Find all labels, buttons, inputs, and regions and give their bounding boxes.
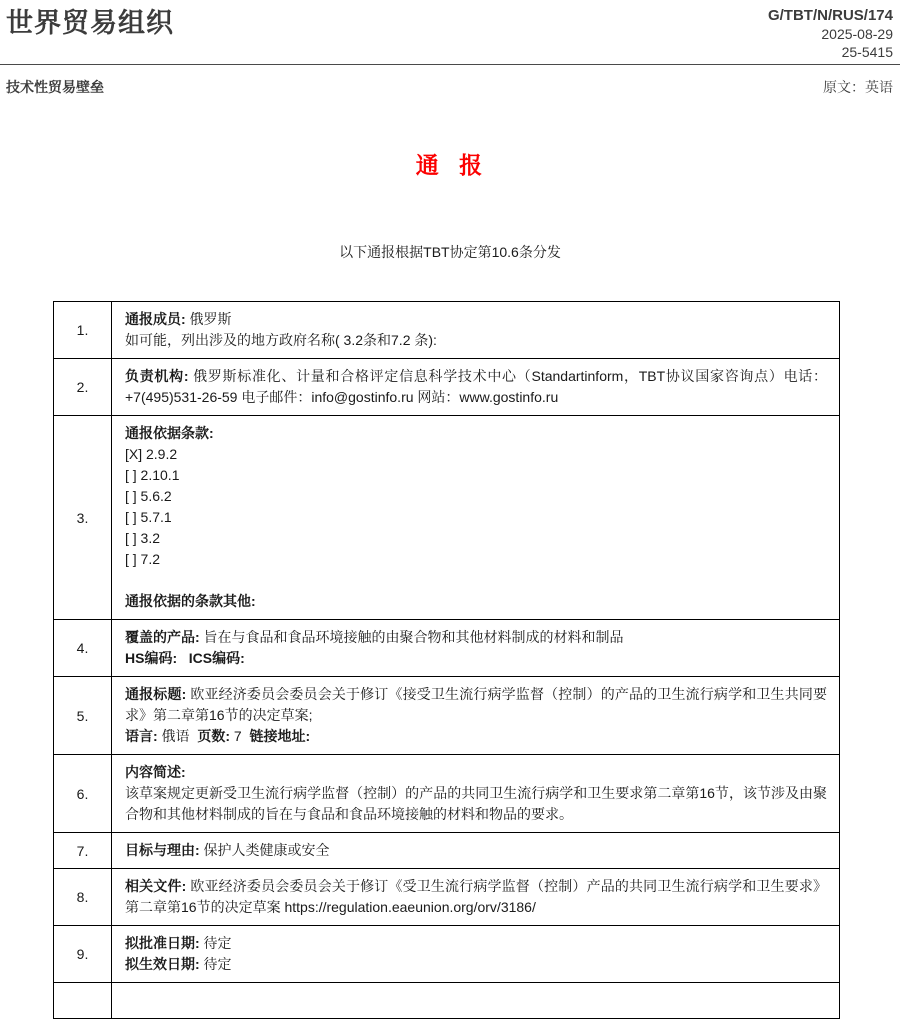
row-content (112, 359, 840, 416)
row-content (112, 416, 840, 620)
row-number: 2. (54, 359, 112, 416)
row-number: 9. (54, 926, 112, 983)
table-row (54, 677, 840, 755)
row-number: 8. (54, 869, 112, 926)
field-label: 拟生效日期: (125, 956, 200, 972)
table-row (54, 869, 840, 926)
content-line (125, 507, 827, 528)
row-content (112, 926, 840, 983)
row-content (112, 302, 840, 359)
table-row (54, 359, 840, 416)
field-value: 旨在与食品和食品环境接触的由聚合物和其他材料制成的材料和制品 (199, 629, 624, 645)
row-number (54, 983, 112, 1019)
content-line (125, 954, 827, 975)
field-value: [X] 2.9.2 (125, 446, 178, 462)
content-line (125, 330, 827, 351)
field-value: [ ] 2.10.1 (125, 467, 180, 483)
table-row (54, 755, 840, 833)
row-content (112, 833, 840, 869)
field-value (177, 650, 189, 666)
table-row (54, 833, 840, 869)
field-value: 俄语 (157, 728, 198, 744)
row-content (112, 620, 840, 677)
content-line (125, 465, 827, 486)
content-line (125, 366, 827, 408)
row-content (112, 755, 840, 833)
row-number: 6. (54, 755, 112, 833)
field-label: 通报标题: (125, 686, 187, 702)
content-line (125, 783, 827, 825)
field-value: 俄罗斯 (185, 311, 232, 327)
row-number: 4. (54, 620, 112, 677)
field-label: 通报依据的条款其他: (125, 593, 256, 609)
distribution-note: 以下通报根据TBT协定第10.6条分发 (339, 244, 561, 260)
header-subrow (0, 65, 900, 97)
field-label: 相关文件: (125, 878, 187, 894)
notification-table (53, 301, 840, 1019)
field-label: 通报依据条款: (125, 425, 214, 441)
content-line (125, 486, 827, 507)
field-value: [ ] 7.2 (125, 551, 161, 567)
table-row (54, 983, 840, 1019)
row-number: 5. (54, 677, 112, 755)
row-content (112, 983, 840, 1019)
field-value: 保护人类健康或安全 (199, 842, 330, 858)
field-label: 通报成员: (125, 311, 186, 327)
field-label: 内容简述: (125, 764, 186, 780)
content-line (125, 591, 827, 612)
field-label: 负责机构: (125, 368, 189, 384)
row-content (112, 677, 840, 755)
table-row (54, 620, 840, 677)
content-line (125, 990, 827, 1011)
row-content (112, 869, 840, 926)
content-line (125, 684, 827, 726)
content-line (125, 876, 827, 918)
field-label: HS编码: (125, 650, 178, 666)
notification-table-body (54, 302, 840, 1019)
field-label: ICS编码: (188, 650, 245, 666)
doc-number: G/TBT/N/RUS/174 (767, 7, 893, 24)
content-line (125, 528, 827, 549)
document-header (0, 0, 900, 61)
content-line (125, 933, 827, 954)
field-label: 目标与理由: (125, 842, 200, 858)
field-value: 如可能，列出涉及的地方政府名称( 3.2条和7.2 条): (125, 332, 437, 348)
field-value: [ ] 5.7.1 (125, 509, 172, 525)
org-name: 世界贸易组织 (6, 8, 174, 38)
field-value: 俄罗斯标准化、计量和合格评定信息科学技术中心（Standartinform，TBT协议国家咨询点）电话：+7(495)531-26-59 电子邮件：info@gostinfo.ru 网站：www.gostinfo.ru (125, 368, 827, 405)
original-language: 原文：英语 (823, 79, 893, 95)
field-value: 欧亚经济委员会委员会关于修订《受卫生流行病学监督（控制）产品的共同卫生流行病学和卫生要求》第二章第16节的决定草案 https://regulation.eaeunion.org/orv/3186/ (125, 878, 827, 915)
field-value: 待定 (199, 956, 232, 972)
content-line (125, 726, 827, 747)
field-value: [ ] 5.6.2 (125, 488, 172, 504)
notification-title: 通 报 (415, 152, 485, 178)
field-value: 该草案规定更新受卫生流行病学监督（控制）的产品的共同卫生流行病学和卫生要求第二章第16节，该节涉及由聚合物和其他材料制成的旨在与食品和食品环境接触的材料和物品的要求。 (125, 785, 827, 822)
field-value: 欧亚经济委员会委员会关于修订《接受卫生流行病学监督（控制）的产品的卫生流行病学和卫生共同要求》第二章第16节的决定草案; (125, 686, 827, 723)
field-label: 拟批准日期: (125, 935, 200, 951)
content-line (125, 549, 827, 570)
content-line (125, 627, 827, 648)
content-line (125, 648, 827, 669)
field-label: 覆盖的产品: (125, 629, 200, 645)
field-value: [ ] 3.2 (125, 530, 161, 546)
field-value: 7 (230, 728, 250, 744)
row-number: 7. (54, 833, 112, 869)
row-number: 3. (54, 416, 112, 620)
table-row (54, 302, 840, 359)
field-label: 页数: (197, 728, 231, 744)
row-number: 1. (54, 302, 112, 359)
field-label: 链接地址: (249, 728, 311, 744)
content-line (125, 444, 827, 465)
doc-date: 2025-08-29 (821, 26, 893, 42)
field-label: 语言: (125, 728, 158, 744)
committee-name: 技术性贸易壁垒 (6, 79, 104, 95)
content-line (125, 309, 827, 330)
doc-ref-number: 25-5415 (841, 44, 893, 60)
content-line (125, 423, 827, 444)
content-line (125, 840, 827, 861)
table-row (54, 926, 840, 983)
content-line (125, 762, 827, 783)
content-line (125, 570, 827, 591)
field-value: 待定 (199, 935, 232, 951)
header-doc-info (768, 6, 893, 61)
table-row (54, 416, 840, 620)
